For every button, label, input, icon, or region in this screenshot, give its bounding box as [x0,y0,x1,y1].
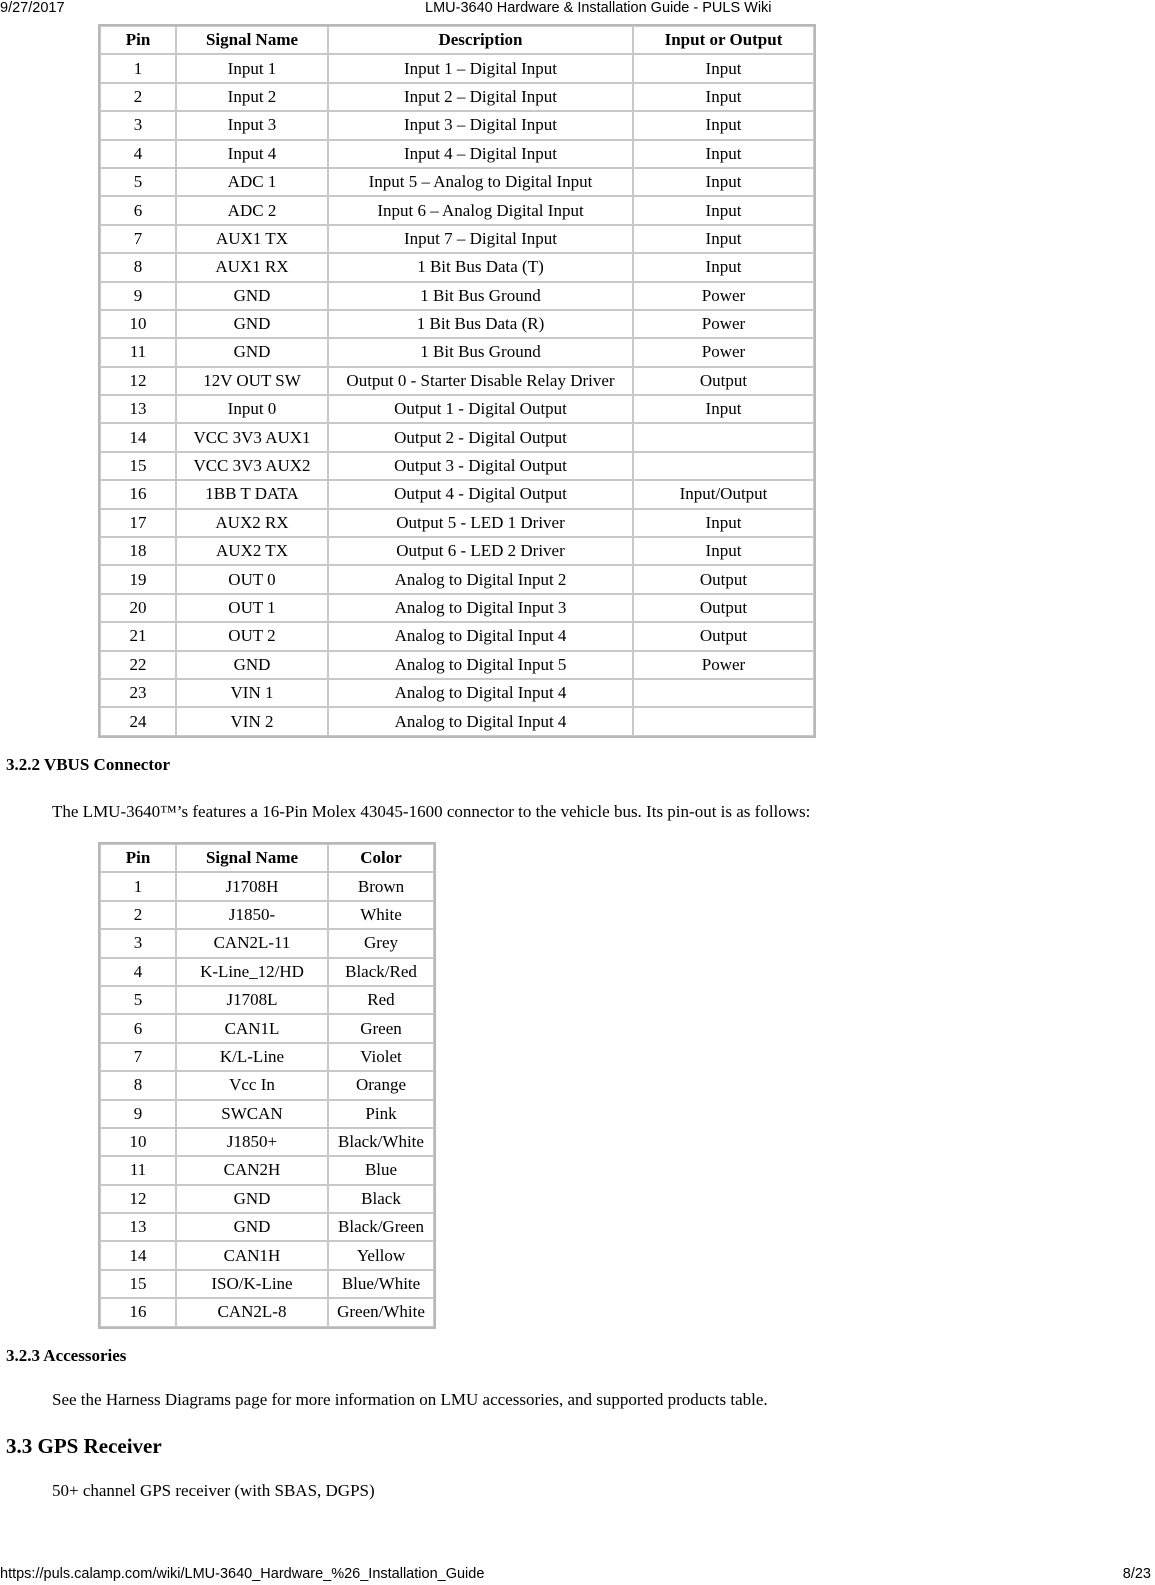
table-cell: GND [176,310,328,338]
table-cell: Power [633,282,814,310]
table-cell: 3 [100,929,176,957]
table-cell: Input [633,168,814,196]
table-cell: 11 [100,338,176,366]
table-cell: Yellow [328,1241,434,1269]
table-cell: OUT 1 [176,594,328,622]
table-cell: 1 Bit Bus Data (T) [328,253,633,281]
table-cell: Output [633,367,814,395]
table-row [100,111,814,139]
table-row [100,168,814,196]
table-cell: Power [633,338,814,366]
table-cell: Analog to Digital Input 4 [328,679,633,707]
table-cell: 14 [100,1241,176,1269]
column-header: Description [328,26,633,54]
column-header: Input or Output [633,26,814,54]
table-cell: Output 1 - Digital Output [328,395,633,423]
table-cell: ISO/K-Line [176,1270,328,1298]
table-cell: Input [633,509,814,537]
table-cell: J1850+ [176,1128,328,1156]
table-cell: Black/Green [328,1213,434,1241]
table-cell [633,452,814,480]
table-cell: Output 6 - LED 2 Driver [328,537,633,565]
table-row [100,1270,434,1298]
table-row [100,594,814,622]
table-cell: Power [633,651,814,679]
table-cell: 1 Bit Bus Ground [328,338,633,366]
print-url: https://puls.calamp.com/wiki/LMU-3640_Hardware_%26_Installation_Guide [0,1566,485,1582]
table-cell: 9 [100,282,176,310]
table-cell: Input [633,196,814,224]
table-cell: 7 [100,1043,176,1071]
table-cell: 13 [100,1213,176,1241]
table-cell: Input 3 – Digital Input [328,111,633,139]
table-cell: VCC 3V3 AUX1 [176,423,328,451]
table-cell: Green [328,1014,434,1042]
vbus-description: The LMU-3640™’s features a 16-Pin Molex 43045-1600 connector to the vehicle bus. Its pin-out is as follows: [52,802,811,821]
table-row [100,1298,434,1326]
table-cell: 12 [100,367,176,395]
table-cell: Black/White [328,1128,434,1156]
table-cell: Power [633,310,814,338]
column-header: Signal Name [176,844,328,872]
table-cell: AUX2 TX [176,537,328,565]
table-cell: 5 [100,168,176,196]
accessories-description: See the Harness Diagrams page for more information on LMU accessories, and supported products table. [52,1390,768,1409]
table-cell: CAN1L [176,1014,328,1042]
table-cell: Black [328,1185,434,1213]
table-row [100,929,434,957]
table-cell: 6 [100,1014,176,1042]
table-cell: Pink [328,1100,434,1128]
table-cell: Input 3 [176,111,328,139]
table-cell: Input 1 [176,54,328,82]
table-cell: White [328,901,434,929]
table-cell: 10 [100,1128,176,1156]
table-cell: 1 Bit Bus Ground [328,282,633,310]
table-cell: Input/Output [633,480,814,508]
table-cell: 22 [100,651,176,679]
table-cell: Input 2 [176,83,328,111]
table-cell: Input 5 – Analog to Digital Input [328,168,633,196]
table-cell: 5 [100,986,176,1014]
table-cell: OUT 2 [176,622,328,650]
table-cell [633,423,814,451]
table-cell: 1 [100,54,176,82]
table-row [100,986,434,1014]
table-row [100,651,814,679]
table-cell: Blue [328,1156,434,1184]
table-cell: Green/White [328,1298,434,1326]
table-cell: Output 3 - Digital Output [328,452,633,480]
table-cell [633,679,814,707]
table-cell: CAN2L-8 [176,1298,328,1326]
table-row [100,707,814,735]
table-cell: VIN 2 [176,707,328,735]
table-cell: GND [176,651,328,679]
column-header: Color [328,844,434,872]
table-cell: Orange [328,1071,434,1099]
table-cell: CAN2L-11 [176,929,328,957]
column-header: Pin [100,26,176,54]
table-row [100,83,814,111]
accessories-heading: 3.2.3 Accessories [6,1346,127,1365]
table-header-row [100,26,814,54]
gps-heading: 3.3 GPS Receiver [6,1434,162,1458]
print-date: 9/27/2017 [0,0,65,16]
table-cell: Input 2 – Digital Input [328,83,633,111]
table-cell: 10 [100,310,176,338]
table-cell: Input [633,253,814,281]
table-cell: Input 4 – Digital Input [328,140,633,168]
table-row [100,1156,434,1184]
table-row [100,282,814,310]
table-row [100,565,814,593]
table-cell: Input 6 – Analog Digital Input [328,196,633,224]
table-cell: Input [633,54,814,82]
table-row [100,310,814,338]
table-cell: Grey [328,929,434,957]
table-cell: Blue/White [328,1270,434,1298]
table-cell: Output 5 - LED 1 Driver [328,509,633,537]
vbus-heading: 3.2.2 VBUS Connector [6,755,171,774]
table-cell: SWCAN [176,1100,328,1128]
table-row [100,509,814,537]
table-cell: 4 [100,958,176,986]
table-cell: Input 7 – Digital Input [328,225,633,253]
table-row [100,367,814,395]
table-cell: CAN1H [176,1241,328,1269]
table-row [100,622,814,650]
table-cell: Black/Red [328,958,434,986]
table-cell: ADC 2 [176,196,328,224]
table-cell: 21 [100,622,176,650]
table-cell: 3 [100,111,176,139]
column-header: Signal Name [176,26,328,54]
table-cell: OUT 0 [176,565,328,593]
table-cell: J1708H [176,872,328,900]
table-cell: 12 [100,1185,176,1213]
table-cell: 1 [100,872,176,900]
table-cell: 14 [100,423,176,451]
table-cell: 4 [100,140,176,168]
table-row [100,140,814,168]
table-cell: 9 [100,1100,176,1128]
table-row [100,395,814,423]
table-cell: 1 Bit Bus Data (R) [328,310,633,338]
table-cell: 24 [100,707,176,735]
table-cell: Output [633,565,814,593]
table-cell: 2 [100,901,176,929]
table-cell: AUX1 TX [176,225,328,253]
table-cell: Violet [328,1043,434,1071]
table-row [100,196,814,224]
table-row [100,1213,434,1241]
table-row [100,480,814,508]
table-cell: Input [633,111,814,139]
table-cell: J1850- [176,901,328,929]
table-row [100,1185,434,1213]
table-row [100,452,814,480]
table-row [100,1071,434,1099]
table-cell: 15 [100,1270,176,1298]
gps-description: 50+ channel GPS receiver (with SBAS, DGPS) [52,1481,375,1500]
print-page-number: 8/23 [1122,1566,1151,1582]
table-cell: Analog to Digital Input 2 [328,565,633,593]
table-cell: CAN2H [176,1156,328,1184]
table-cell: GND [176,1213,328,1241]
table-cell: VIN 1 [176,679,328,707]
table-cell [633,707,814,735]
print-page-title: LMU-3640 Hardware & Installation Guide - PULS Wiki [425,0,772,16]
table-cell: 12V OUT SW [176,367,328,395]
table-cell: Input [633,537,814,565]
table-cell: 19 [100,565,176,593]
table-row [100,225,814,253]
table-cell: Input 1 – Digital Input [328,54,633,82]
table-row [100,958,434,986]
table-cell: 7 [100,225,176,253]
table-row [100,253,814,281]
table-cell: K/L-Line [176,1043,328,1071]
table-row [100,54,814,82]
table-cell: Red [328,986,434,1014]
table-row [100,1241,434,1269]
table-header-row [100,844,434,872]
table-row [100,1014,434,1042]
table-cell: 23 [100,679,176,707]
table-cell: 16 [100,1298,176,1326]
table-cell: GND [176,1185,328,1213]
table-row [100,1128,434,1156]
table-cell: Input 4 [176,140,328,168]
table-cell: Input [633,225,814,253]
table-cell: Output 0 - Starter Disable Relay Driver [328,367,633,395]
table-cell: 8 [100,1071,176,1099]
table-cell: Analog to Digital Input 3 [328,594,633,622]
table-cell: 20 [100,594,176,622]
vbus-pin-table [98,842,436,1329]
pin-table [98,24,816,738]
table-cell: K-Line_12/HD [176,958,328,986]
table-cell: 18 [100,537,176,565]
table-row [100,872,434,900]
table-cell: 2 [100,83,176,111]
table-cell: 6 [100,196,176,224]
table-row [100,338,814,366]
table-row [100,679,814,707]
table-cell: 15 [100,452,176,480]
table-cell: Analog to Digital Input 5 [328,651,633,679]
table-cell: Input [633,83,814,111]
table-row [100,1043,434,1071]
table-cell: 17 [100,509,176,537]
table-cell: 1BB T DATA [176,480,328,508]
table-cell: Input [633,395,814,423]
table-row [100,901,434,929]
table-row [100,423,814,451]
table-cell: Output 4 - Digital Output [328,480,633,508]
table-cell: Analog to Digital Input 4 [328,707,633,735]
table-cell: Output [633,622,814,650]
table-cell: ADC 1 [176,168,328,196]
table-cell: Vcc In [176,1071,328,1099]
table-cell: 13 [100,395,176,423]
table-cell: Analog to Digital Input 4 [328,622,633,650]
table-cell: 11 [100,1156,176,1184]
table-cell: AUX2 RX [176,509,328,537]
table-cell: GND [176,282,328,310]
column-header: Pin [100,844,176,872]
table-cell: GND [176,338,328,366]
table-row [100,537,814,565]
table-cell: 8 [100,253,176,281]
table-cell: Input 0 [176,395,328,423]
table-cell: J1708L [176,986,328,1014]
table-cell: 16 [100,480,176,508]
table-cell: Input [633,140,814,168]
table-row [100,1100,434,1128]
table-cell: VCC 3V3 AUX2 [176,452,328,480]
table-cell: AUX1 RX [176,253,328,281]
table-cell: Output 2 - Digital Output [328,423,633,451]
table-cell: Output [633,594,814,622]
table-cell: Brown [328,872,434,900]
